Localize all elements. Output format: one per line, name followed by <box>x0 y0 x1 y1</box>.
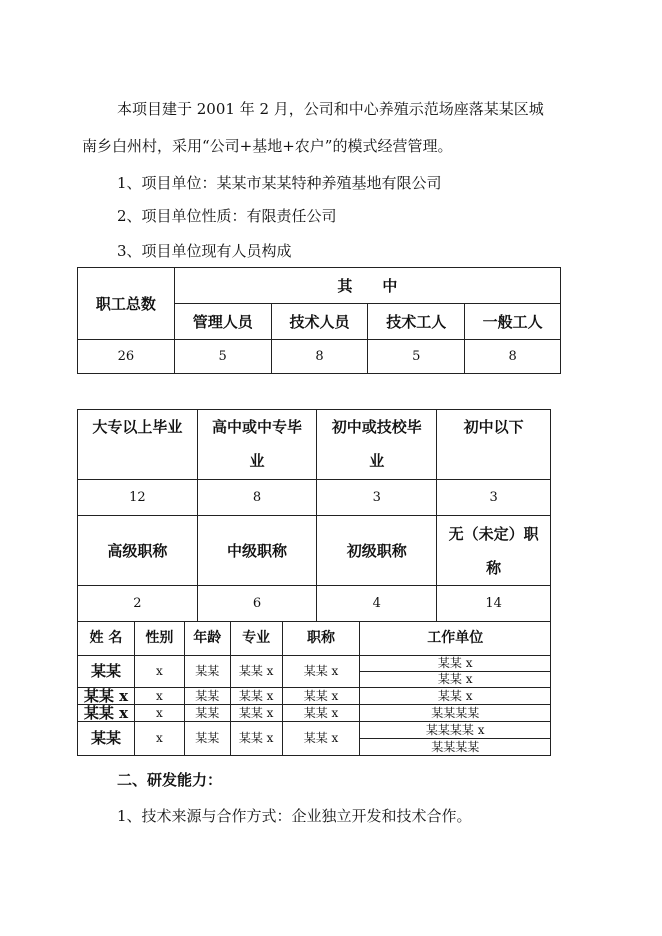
edu-value: 3 <box>437 480 551 516</box>
person-header: 姓 名 <box>78 622 135 656</box>
title-header: 无（未定）职称 <box>437 516 551 586</box>
title-value: 14 <box>437 586 551 622</box>
title-header: 中级职称 <box>197 516 317 586</box>
edu-header: 大专以上毕业 <box>78 410 198 480</box>
intro-line-1: 本项目建于 2001 年 2 月，公司和中心养殖示范场座落某某区城 <box>117 100 544 118</box>
person-title: 某某 x <box>282 688 360 705</box>
section-heading-rd: 二、研发能力： <box>117 771 223 789</box>
staff-col-header: 技术人员 <box>271 304 368 340</box>
person-unit: 某某 x <box>360 688 551 705</box>
edu-header: 初中以下 <box>437 410 551 480</box>
title-header: 初级职称 <box>317 516 437 586</box>
person-header: 职称 <box>282 622 360 656</box>
person-unit: 某某某某 <box>360 739 551 756</box>
staff-value: 8 <box>271 340 368 374</box>
person-gender: x <box>134 722 184 756</box>
person-title: 某某 x <box>282 722 360 756</box>
staff-total-header: 职工总数 <box>78 268 175 340</box>
personnel-table <box>77 621 551 756</box>
edu-header: 高中或中专毕业 <box>197 410 317 480</box>
person-name: 某某 x <box>78 705 135 722</box>
person-name: 某某 x <box>78 688 135 705</box>
tech-source: 1、技术来源与合作方式：企业独立开发和技术合作。 <box>117 807 472 825</box>
person-major: 某某 x <box>230 656 282 688</box>
staff-value: 8 <box>465 340 561 374</box>
person-gender: x <box>134 688 184 705</box>
person-header: 工作单位 <box>360 622 551 656</box>
person-name: 某某 <box>78 656 135 688</box>
edu-header: 初中或技校毕业 <box>317 410 437 480</box>
person-major: 某某 x <box>230 688 282 705</box>
person-unit: 某某 x <box>360 656 551 672</box>
person-header: 性别 <box>134 622 184 656</box>
person-age: 某某 <box>184 705 230 722</box>
staff-group-header: 其 中 <box>174 268 560 304</box>
staff-col-header: 管理人员 <box>174 304 271 340</box>
staff-composition-label: 3、项目单位现有人员构成 <box>117 242 292 260</box>
person-unit: 某某某某 x <box>360 722 551 739</box>
person-name: 某某 <box>78 722 135 756</box>
edu-value: 8 <box>197 480 317 516</box>
person-header: 专业 <box>230 622 282 656</box>
person-header: 年龄 <box>184 622 230 656</box>
person-title: 某某 x <box>282 705 360 722</box>
staff-value: 26 <box>78 340 175 374</box>
person-major: 某某 x <box>230 705 282 722</box>
intro-line-2: 南乡白州村，采用“公司+基地+农户”的模式经营管理。 <box>82 137 453 155</box>
staff-value: 5 <box>174 340 271 374</box>
person-unit: 某某某某 <box>360 705 551 722</box>
person-gender: x <box>134 656 184 688</box>
staff-col-header: 一般工人 <box>465 304 561 340</box>
person-unit: 某某 x <box>360 672 551 688</box>
person-age: 某某 <box>184 656 230 688</box>
edu-value: 3 <box>317 480 437 516</box>
title-value: 2 <box>78 586 198 622</box>
title-header: 高级职称 <box>78 516 198 586</box>
title-value: 4 <box>317 586 437 622</box>
person-age: 某某 <box>184 722 230 756</box>
project-unit-nature: 2、项目单位性质：有限责任公司 <box>117 207 337 225</box>
staff-table <box>77 267 561 374</box>
project-unit: 1、项目单位：某某市某某特种养殖基地有限公司 <box>117 174 442 192</box>
person-title: 某某 x <box>282 656 360 688</box>
person-major: 某某 x <box>230 722 282 756</box>
edu-value: 12 <box>78 480 198 516</box>
person-age: 某某 <box>184 688 230 705</box>
staff-col-header: 技术工人 <box>368 304 465 340</box>
education-title-table <box>77 409 551 622</box>
title-value: 6 <box>197 586 317 622</box>
person-gender: x <box>134 705 184 722</box>
staff-value: 5 <box>368 340 465 374</box>
